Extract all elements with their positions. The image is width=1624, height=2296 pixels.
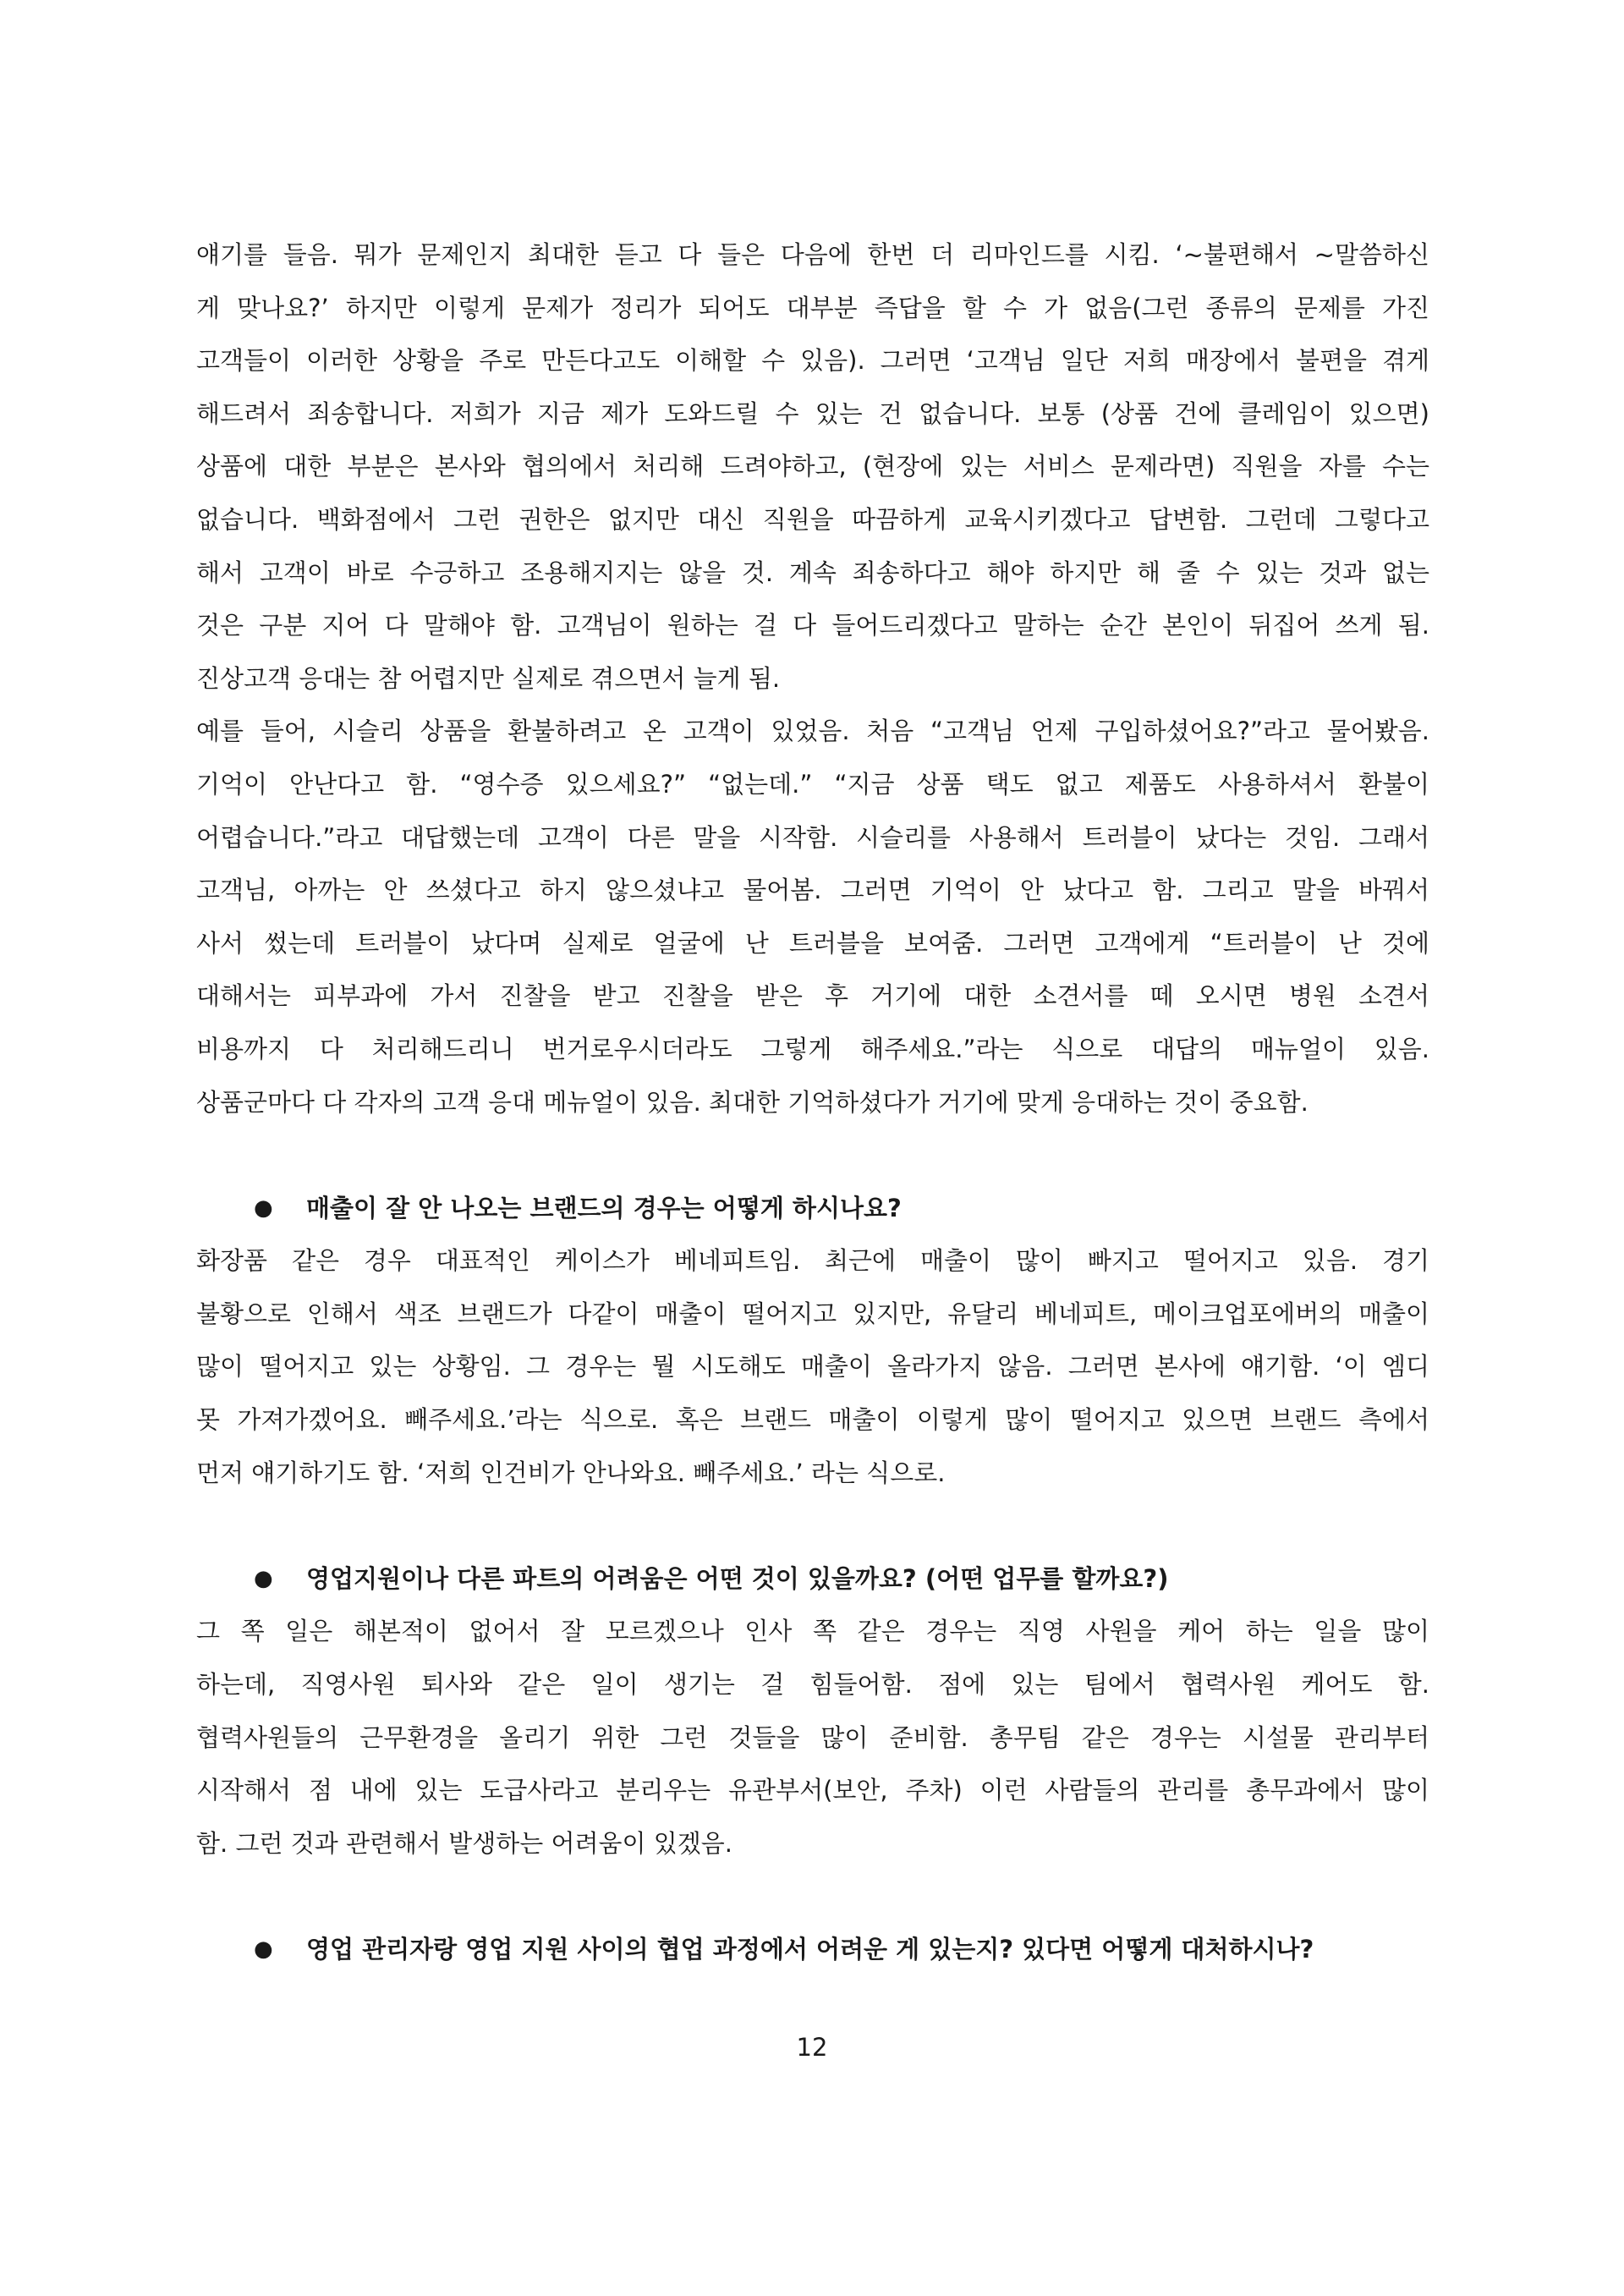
document-body — [196, 228, 1429, 1976]
paragraph-block-complaints — [196, 228, 1429, 1129]
question-heading-collaboration — [196, 1923, 1429, 1976]
text-line: 없습니다. 백화점에서 그런 권한은 없지만 대신 직원을 따끔하게 교육시키겠다고 답변함. 그런데 그렇다고 — [196, 504, 1429, 534]
text-line: 대해서는 피부과에 가서 진찰을 받고 진찰을 받은 후 거기에 대한 소견서를 떼 오시면 병원 소견서 — [196, 981, 1429, 1011]
text-line: 협력사원들의 근무환경을 올리기 위한 그런 것들을 많이 준비함. 총무팀 같은 경우는 시설물 관리부터 — [196, 1722, 1429, 1752]
text-line: 사서 썼는데 트러블이 났다며 실제로 얼굴에 난 트러블을 보여줌. 그러면 고객에게 “트러블이 난 것에 — [196, 928, 1429, 958]
text-line: 해드려서 죄송합니다. 저희가 지금 제가 도와드릴 수 있는 건 없습니다. 보통 (상품 건에 클레임이 있으면) — [196, 398, 1429, 428]
text-line: 해서 고객이 바로 수긍하고 조용해지지는 않을 것. 계속 죄송하다고 해야 하지만 해 줄 수 있는 것과 없는 — [196, 558, 1429, 587]
text-line: 먼저 얘기하기도 함. ‘저희 인건비가 안나와요. 빼주세요.’ 라는 식으로. — [196, 1458, 946, 1487]
question-text: 매출이 잘 안 나오는 브랜드의 경우는 어떻게 하시나요? — [306, 1193, 902, 1222]
paragraph-block-low-sales — [196, 1234, 1429, 1499]
question-heading-support-difficulties — [196, 1552, 1429, 1606]
bullet-icon: ● — [254, 1936, 273, 1962]
text-line: 고객님, 아까는 안 쓰셨다고 하지 않으셨냐고 물어봄. 그러면 기억이 안 났다고 함. 그리고 말을 바꿔서 — [196, 876, 1429, 905]
text-line: 상품에 대한 부분은 본사와 협의에서 처리해 드려야하고, (현장에 있는 서비스 문제라면) 직원을 자를 수는 — [196, 452, 1429, 481]
text-line: 함. 그런 것과 관련해서 발생하는 어려움이 있겠음. — [196, 1828, 733, 1858]
text-line: 비용까지 다 처리해드리니 번거로우시더라도 그렇게 해주세요.”라는 식으로 대답의 매뉴얼이 있음. — [196, 1034, 1429, 1063]
text-line: 얘기를 들음. 뭐가 문제인지 최대한 듣고 다 들은 다음에 한번 더 리마인드를 시킴. ‘~불편해서 ~말씀하신 — [196, 240, 1429, 269]
paragraph-gap — [196, 1499, 1429, 1552]
text-line: 게 맞나요?’ 하지만 이렇게 문제가 정리가 되어도 대부분 즉답을 할 수 가 없음(그런 종류의 문제를 가진 — [196, 293, 1429, 322]
text-line: 불황으로 인해서 색조 브랜드가 다같이 매출이 떨어지고 있지만, 유달리 베네피트, 메이크업포에버의 매출이 — [196, 1299, 1429, 1328]
text-line: 하는데, 직영사원 퇴사와 같은 일이 생기는 걸 힘들어함. 점에 있는 팀에서 협력사원 케어도 함. — [196, 1670, 1429, 1700]
paragraph-gap — [196, 1870, 1429, 1923]
page-number: 12 — [796, 2033, 828, 2062]
text-line: 어렵습니다.”라고 대답했는데 고객이 다른 말을 시작함. 시슬리를 사용해서 트러블이 났다는 것임. 그래서 — [196, 822, 1429, 852]
text-line: 상품군마다 다 각자의 고객 응대 메뉴얼이 있음. 최대한 기억하셨다가 거기에 맞게 응대하는 것이 중요함. — [196, 1087, 1309, 1117]
text-line: 그 쪽 일은 해본적이 없어서 잘 모르겠으나 인사 쪽 같은 경우는 직영 사원을 케어 하는 일을 많이 — [196, 1617, 1429, 1646]
paragraph-gap — [196, 1129, 1429, 1182]
paragraph-block-support — [196, 1605, 1429, 1870]
bullet-icon: ● — [254, 1195, 273, 1221]
text-line: 고객들이 이러한 상황을 주로 만든다고도 이해할 수 있음). 그러면 ‘고객님 일단 저희 매장에서 불편을 겪게 — [196, 346, 1429, 376]
text-line: 것은 구분 지어 다 말해야 함. 고객님이 원하는 걸 다 들어드리겠다고 말하는 순간 본인이 뒤집어 쓰게 됨. — [196, 611, 1429, 640]
text-line: 진상고객 응대는 참 어렵지만 실제로 겪으면서 늘게 됨. — [196, 663, 781, 693]
text-line: 기억이 안난다고 함. “영수증 있으세요?” “없는데.” “지금 상품 택도 없고 제품도 사용하셔서 환불이 — [196, 769, 1429, 799]
question-heading-low-sales — [196, 1182, 1429, 1235]
question-text: 영업 관리자랑 영업 지원 사이의 협업 과정에서 어려운 게 있는지? 있다면 어떻게 대처하시나? — [306, 1935, 1314, 1964]
text-line: 많이 떨어지고 있는 상황임. 그 경우는 뭘 시도해도 매출이 올라가지 않음. 그러면 본사에 얘기함. ‘이 엠디 — [196, 1352, 1429, 1381]
text-line: 시작해서 점 내에 있는 도급사라고 분리우는 유관부서(보안, 주차) 이런 사람들의 관리를 총무과에서 많이 — [196, 1776, 1429, 1805]
question-text: 영업지원이나 다른 파트의 어려움은 어떤 것이 있을까요? (어떤 업무를 할까요?) — [306, 1563, 1169, 1593]
text-line: 화장품 같은 경우 대표적인 케이스가 베네피트임. 최근에 매출이 많이 빠지고 떨어지고 있음. 경기 — [196, 1246, 1429, 1276]
bullet-icon: ● — [254, 1565, 273, 1591]
text-line: 못 가져가겠어요. 빼주세요.’라는 식으로. 혹은 브랜드 매출이 이렇게 많이 떨어지고 있으면 브랜드 측에서 — [196, 1405, 1429, 1435]
text-line: 예를 들어, 시슬리 상품을 환불하려고 온 고객이 있었음. 처음 “고객님 언제 구입하셨어요?”라고 물어봤음. — [196, 717, 1429, 746]
